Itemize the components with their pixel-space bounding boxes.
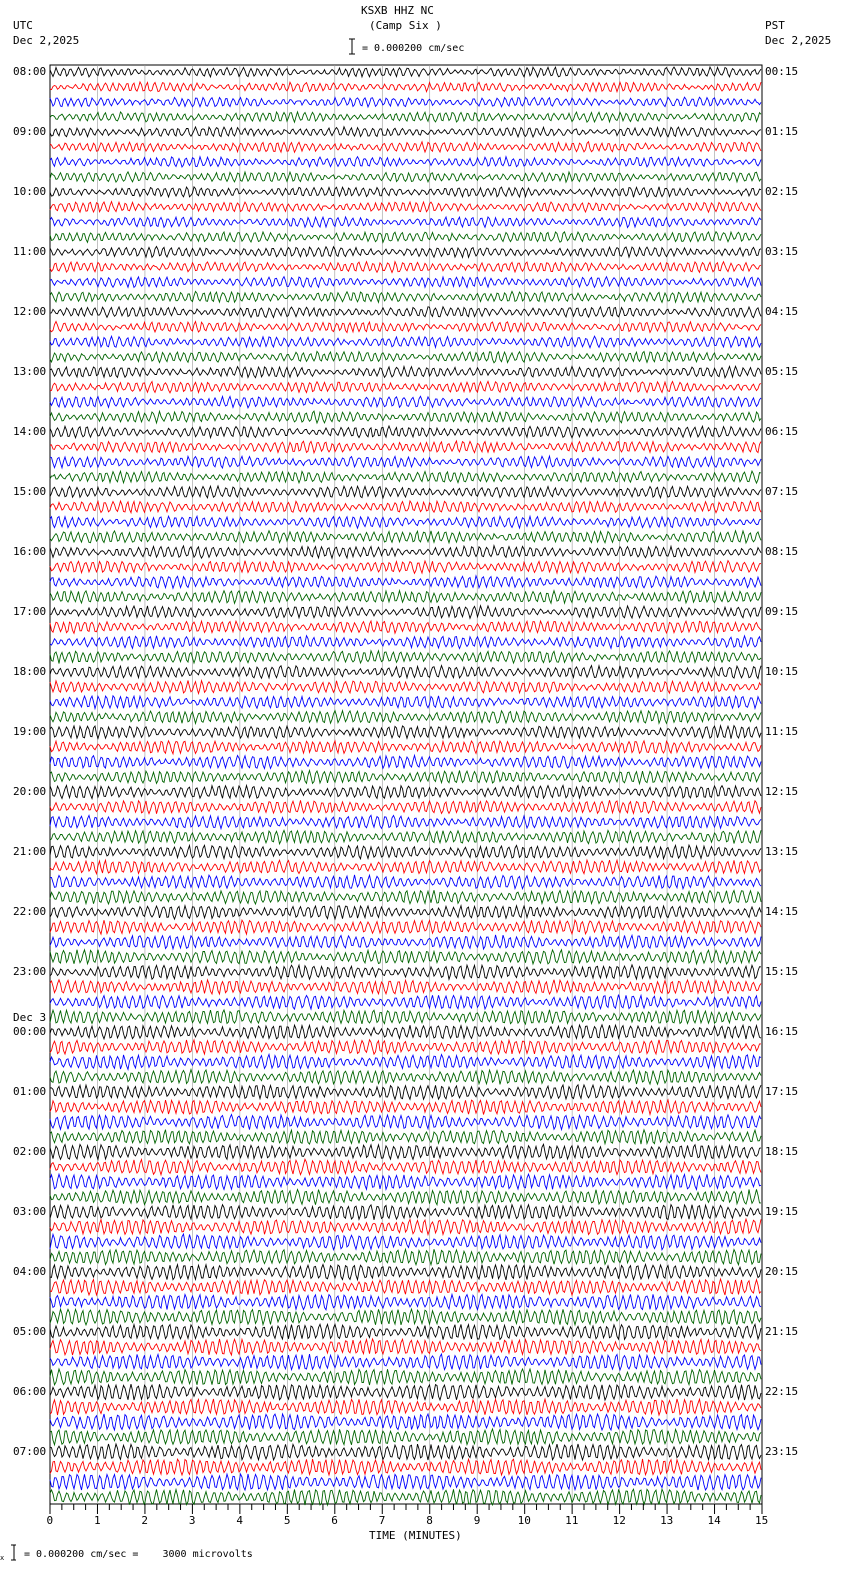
seismic-trace (50, 830, 761, 844)
seismic-trace (50, 232, 761, 243)
pst-hour-label: 21:15 (765, 1325, 799, 1338)
seismic-trace (50, 636, 761, 649)
x-tick-label: 12 (612, 1514, 626, 1527)
seismic-trace (50, 606, 761, 619)
seismic-trace (50, 441, 761, 453)
right-date: Dec 2,2025 (765, 34, 832, 47)
pst-hour-label: 11:15 (765, 725, 799, 738)
utc-hour-label: 10:00 (13, 185, 47, 198)
pst-hour-label: 06:15 (765, 425, 799, 438)
seismic-trace (50, 621, 761, 633)
seismic-trace (50, 217, 761, 228)
seismic-trace (50, 411, 761, 423)
seismic-trace (50, 1159, 761, 1174)
pst-hour-label: 04:15 (765, 305, 799, 318)
x-tick-label: 5 (283, 1514, 291, 1527)
seismic-trace (50, 1025, 761, 1039)
x-tick-label: 7 (378, 1514, 386, 1527)
x-tick-label: 0 (46, 1514, 54, 1527)
x-tick-label: 6 (331, 1514, 338, 1527)
seismic-trace (50, 576, 761, 588)
seismic-trace (50, 471, 761, 483)
seismic-trace (50, 1369, 761, 1385)
seismic-trace (50, 771, 761, 784)
seismic-trace (50, 696, 761, 709)
seismic-trace (50, 591, 761, 604)
seismic-trace (50, 1219, 761, 1235)
utc-hour-label: 15:00 (13, 485, 47, 498)
seismic-trace (50, 112, 761, 122)
seismic-trace (50, 1279, 761, 1295)
seismic-trace (50, 1474, 761, 1490)
seismic-trace (50, 666, 761, 679)
seismic-trace (50, 755, 761, 768)
utc-hour-label: 22:00 (13, 905, 47, 918)
seismic-trace (50, 1384, 761, 1400)
right-timezone: PST (765, 19, 785, 32)
utc-hour-label: 20:00 (13, 785, 47, 798)
seismic-trace (50, 1309, 761, 1325)
pst-hour-label: 22:15 (765, 1385, 799, 1398)
seismic-trace (50, 1294, 761, 1310)
pst-hour-label: 03:15 (765, 245, 799, 258)
seismic-trace (50, 456, 761, 468)
x-axis-label: TIME (MINUTES) (369, 1529, 462, 1542)
footer-scale-label: = 0.000200 cm/sec = 3000 microvolts (24, 1549, 253, 1560)
utc-hour-label: 04:00 (13, 1265, 47, 1278)
utc-hour-label: 02:00 (13, 1145, 47, 1158)
seismic-trace (50, 366, 761, 377)
utc-hour-label: 19:00 (13, 725, 47, 738)
seismic-trace (50, 1399, 761, 1415)
x-tick-label: 4 (236, 1514, 243, 1527)
pst-hour-label: 16:15 (765, 1025, 799, 1038)
seismic-trace (50, 1234, 761, 1250)
utc-hour-label: 12:00 (13, 305, 47, 318)
seismic-trace (50, 1010, 761, 1024)
seismic-trace (50, 97, 761, 107)
pst-hour-label: 01:15 (765, 125, 799, 138)
utc-hour-label: 13:00 (13, 365, 47, 378)
x-tick-label: 9 (473, 1514, 481, 1527)
seismic-trace (50, 726, 761, 739)
seismic-trace (50, 561, 761, 574)
seismic-trace (50, 1144, 761, 1159)
left-date: Dec 2,2025 (13, 34, 80, 47)
scale-label: = 0.000200 cm/sec (362, 43, 465, 54)
seismic-trace (50, 800, 761, 814)
pst-hour-label: 15:15 (765, 965, 799, 978)
seismic-trace (50, 187, 761, 198)
seismic-trace (50, 906, 761, 919)
pst-hour-label: 14:15 (765, 905, 799, 918)
date-change-label: Dec 3 (13, 1011, 47, 1024)
seismic-trace (50, 995, 761, 1010)
seismic-trace (50, 815, 761, 828)
seismic-trace (50, 1489, 761, 1505)
utc-hour-label: 03:00 (13, 1205, 47, 1218)
pst-hour-label: 20:15 (765, 1265, 799, 1278)
seismic-trace (50, 1339, 761, 1355)
seismic-trace (50, 1264, 761, 1280)
station-subtitle: (Camp Six ) (369, 19, 442, 32)
x-tick-label: 2 (141, 1514, 149, 1527)
seismic-trace (50, 920, 761, 934)
utc-hour-label: 01:00 (13, 1085, 47, 1098)
pst-hour-label: 13:15 (765, 845, 799, 858)
pst-hour-label: 02:15 (765, 185, 799, 198)
seismic-trace (50, 172, 761, 182)
pst-hour-label: 17:15 (765, 1085, 799, 1098)
seismic-trace (50, 890, 761, 904)
seismic-trace (50, 82, 761, 92)
x-tick-label: 14 (707, 1514, 721, 1527)
seismic-trace (50, 785, 761, 798)
pst-hour-label: 18:15 (765, 1145, 799, 1158)
seismic-trace (50, 1354, 761, 1370)
seismic-trace (50, 277, 761, 288)
seismic-trace (50, 741, 761, 754)
utc-hour-label: 08:00 (13, 65, 47, 78)
station-title: KSXB HHZ NC (361, 4, 434, 17)
utc-hour-label: 17:00 (13, 605, 47, 618)
seismic-trace (50, 1414, 761, 1430)
seismic-trace (50, 67, 761, 77)
pst-hour-label: 08:15 (765, 545, 799, 558)
seismic-trace (50, 681, 761, 694)
footer-mark: x (0, 1554, 5, 1562)
pst-hour-label: 05:15 (765, 365, 799, 378)
seismic-trace (50, 1115, 761, 1130)
x-tick-label: 11 (565, 1514, 579, 1527)
utc-hour-label: 06:00 (13, 1385, 47, 1398)
seismic-trace (50, 1324, 761, 1339)
seismic-trace (50, 247, 761, 258)
seismic-trace (50, 426, 761, 438)
seismic-trace (50, 336, 761, 348)
seismic-trace (50, 396, 761, 408)
seismic-trace (50, 1205, 761, 1220)
pst-hour-label: 00:15 (765, 65, 799, 78)
seismic-trace (50, 860, 761, 874)
utc-hour-label: 11:00 (13, 245, 47, 258)
pst-hour-label: 10:15 (765, 665, 799, 678)
seismic-trace (50, 307, 761, 318)
seismic-trace (50, 322, 761, 333)
seismic-trace (50, 875, 761, 889)
x-tick-label: 15 (755, 1514, 769, 1527)
seismic-trace (50, 1100, 761, 1115)
seismic-trace (50, 516, 761, 528)
x-tick-label: 1 (93, 1514, 101, 1527)
seismic-trace (50, 651, 761, 664)
seismic-trace (50, 531, 761, 543)
utc-hour-label: 16:00 (13, 545, 47, 558)
pst-hour-label: 09:15 (765, 605, 799, 618)
seismic-trace (50, 202, 761, 213)
seismic-trace (50, 950, 761, 964)
seismic-trace (50, 351, 761, 362)
left-timezone: UTC (13, 19, 33, 32)
seismic-trace (50, 965, 761, 979)
x-tick-label: 3 (188, 1514, 196, 1527)
seismic-trace (50, 1459, 761, 1475)
seismic-trace (50, 1249, 761, 1265)
seismic-trace (50, 1429, 761, 1445)
utc-hour-label: 23:00 (13, 965, 47, 978)
utc-hour-label: 21:00 (13, 845, 47, 858)
pst-hour-label: 23:15 (765, 1445, 799, 1458)
seismic-trace (50, 291, 761, 302)
seismic-trace (50, 1130, 761, 1144)
pst-hour-label: 19:15 (765, 1205, 799, 1218)
seismic-trace (50, 142, 761, 153)
seismic-trace (50, 1085, 761, 1100)
utc-hour-label: 00:00 (13, 1025, 47, 1038)
utc-hour-label: 14:00 (13, 425, 47, 438)
utc-hour-label: 07:00 (13, 1445, 47, 1458)
utc-hour-label: 05:00 (13, 1325, 47, 1338)
seismic-trace (50, 127, 761, 137)
seismic-trace (50, 546, 761, 559)
seismic-trace (50, 501, 761, 513)
seismic-trace (50, 381, 761, 392)
seismic-trace (50, 845, 761, 859)
seismic-trace (50, 486, 761, 498)
x-tick-label: 13 (660, 1514, 674, 1527)
seismic-trace (50, 1040, 761, 1054)
seismic-trace (50, 1174, 761, 1189)
pst-hour-label: 07:15 (765, 485, 799, 498)
seismic-trace (50, 1444, 761, 1460)
x-tick-label: 10 (517, 1514, 531, 1527)
x-tick-label: 8 (426, 1514, 433, 1527)
seismic-trace (50, 1054, 761, 1069)
pst-hour-label: 12:15 (765, 785, 799, 798)
seismic-trace (50, 980, 761, 994)
utc-hour-label: 18:00 (13, 665, 47, 678)
utc-hour-label: 09:00 (13, 125, 47, 138)
seismic-trace (50, 935, 761, 949)
seismic-trace (50, 1189, 761, 1204)
seismic-trace (50, 1070, 761, 1085)
seismic-trace (50, 157, 761, 167)
seismic-trace (50, 711, 761, 724)
seismic-trace (50, 262, 761, 273)
